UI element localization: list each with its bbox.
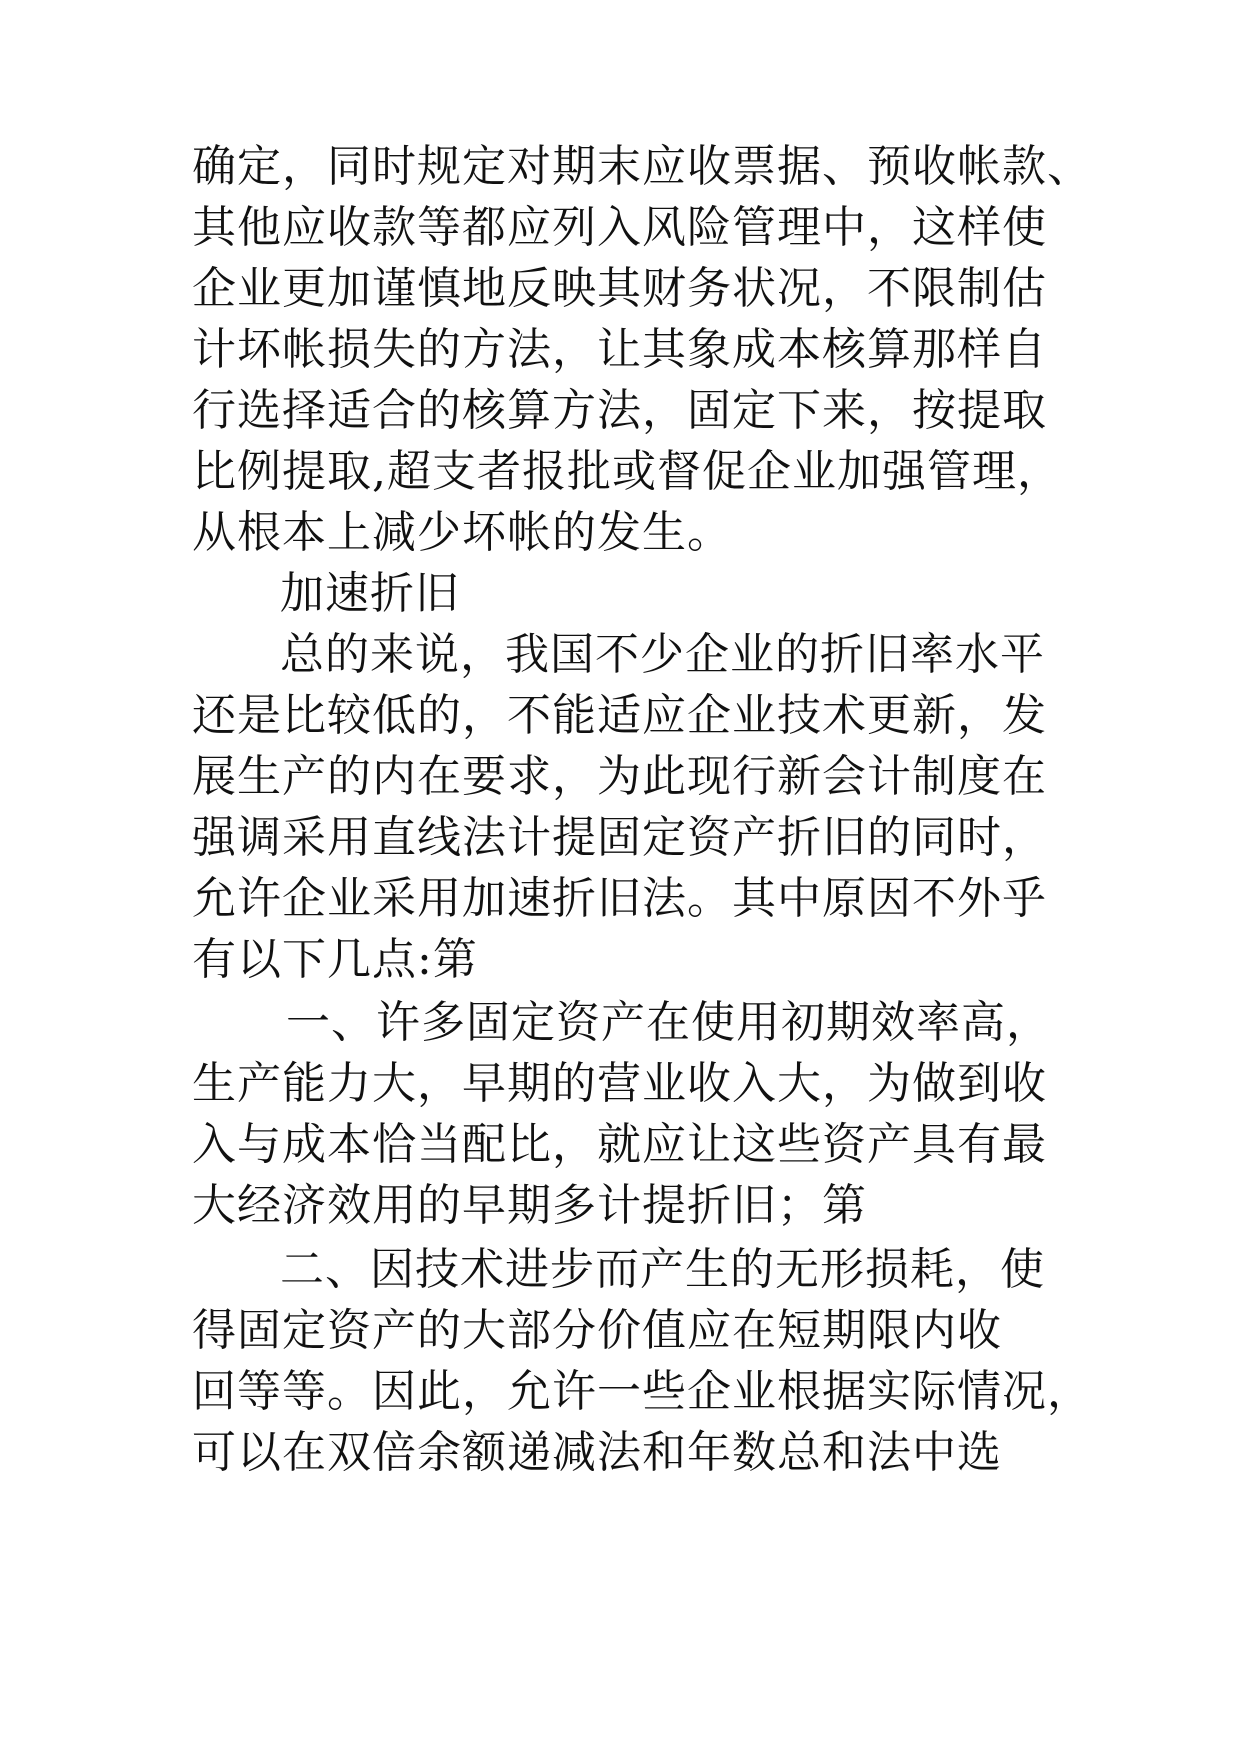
text-line: 大经济效用的早期多计提折旧；第 xyxy=(192,1180,867,1231)
section-heading: 加速折旧 xyxy=(280,568,460,619)
text-line: 总的来说，我国不少企业的折旧率水平 xyxy=(280,629,1045,680)
text-line: 二、因技术进步而产生的无形损耗，使 xyxy=(280,1244,1045,1295)
text-line: 从根本上减少坏帐的发生。 xyxy=(192,507,732,558)
text-line: 强调采用直线法计提固定资产折旧的同时， xyxy=(192,812,1047,863)
text-line: 可以在双倍余额递减法和年数总和法中选 xyxy=(192,1427,1002,1478)
text-line: 有以下几点:第 xyxy=(192,934,478,985)
text-line: 计坏帐损失的方法，让其象成本核算那样自 xyxy=(192,324,1047,375)
text-line: 允许企业采用加速折旧法。其中原因不外乎 xyxy=(192,873,1047,924)
text-line: 企业更加谨慎地反映其财务状况，不限制估 xyxy=(192,263,1047,314)
text-line: 展生产的内在要求，为此现行新会计制度在 xyxy=(192,751,1047,802)
text-line: 入与成本恰当配比，就应让这些资产具有最 xyxy=(192,1119,1047,1170)
text-line: 生产能力大，早期的营业收入大，为做到收 xyxy=(192,1058,1047,1109)
text-line: 其他应收款等都应列入风险管理中，这样使 xyxy=(192,202,1047,253)
text-line: 还是比较低的，不能适应企业技术更新，发 xyxy=(192,690,1047,741)
text-line: 确定，同时规定对期末应收票据、预收帐款、 xyxy=(192,141,1092,192)
text-line: 得固定资产的大部分价值应在短期限内收 xyxy=(192,1305,1002,1356)
text-line: 一、许多固定资产在使用初期效率高， xyxy=(286,997,1051,1048)
text-line: 比例提取,超支者报批或督促企业加强管理， xyxy=(192,446,1062,497)
text-line: 行选择适合的核算方法，固定下来，按提取 xyxy=(192,385,1047,436)
text-line: 回等等。因此，允许一些企业根据实际情况， xyxy=(192,1366,1092,1417)
